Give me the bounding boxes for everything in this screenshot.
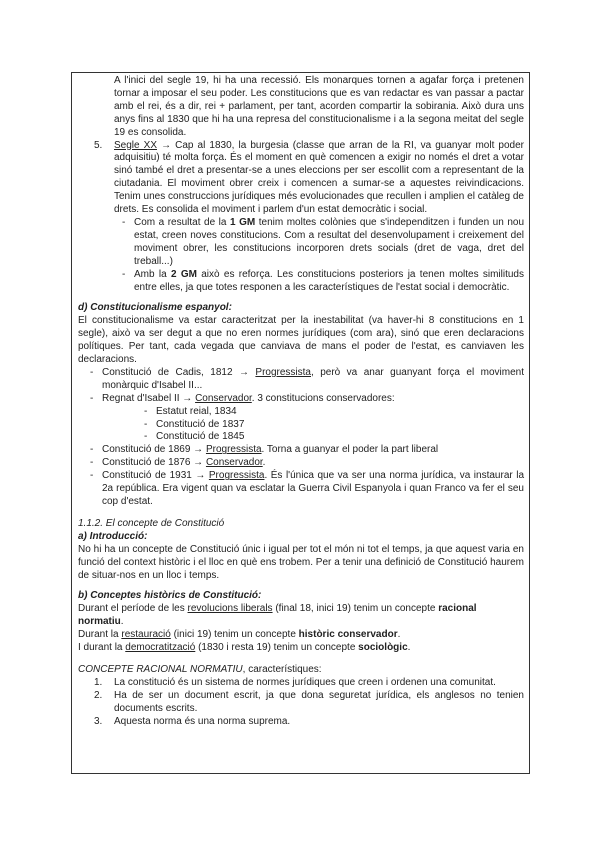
spain-item-1869: - Constitució de 1869 → Progressista. Torna a guanyar el poder la part liberal (90, 444, 439, 456)
concept-line-3: I durant la democratització (1830 i resta 19) tenim un concepte sociològic. (78, 642, 411, 654)
spain-item-1876: - Constitució de 1876 → Conservador. (90, 457, 266, 469)
historic-concepts-title: b) Conceptes històrics de Constitució: (78, 590, 262, 602)
concept-line-2: Durant la restauració (inici 19) tenim un concepte històric conservador. (78, 629, 401, 641)
item5-text: → Cap al 1830, la burgesia (classe que arran de la RI, va guanyar molt poder adquisitiu) té molta força. És el moment en què comencen a exigir no només el dret a votar sinó també el dret a presentar-se a unes eleccions per ser escollit com a representant de la ciutadania. El moviment obrer creix i comencen a sumar-se a aquestes reivindicacions. Tenim unes construccions jurídiques més evolucionades que recullen i amplien el catàleg de drets. Es consolida el moviment i parlem d'un estat democràtic i social. (114, 139, 524, 216)
bold-1gm: 1 GM (230, 216, 256, 228)
section-d-title: d) Constitucionalisme espanyol: (78, 302, 232, 314)
concept-line-1: Durant el període de les revolucions liberals (final 18, inici 19) tenim un concepte racional normatiu. (78, 603, 477, 628)
crn-heading: CONCEPTE RACIONAL NORMATIU, característiques: (78, 663, 322, 675)
label-conservador: Conservador (205, 457, 263, 469)
term-segle-xx: Segle XX (114, 139, 157, 151)
sub-item-2gm: - Amb la 2 GM això es reforça. Les constitucions posteriors ja tenen moltes similituds entre elles, ja que totes responen a les característiques de l'estat social i democràtic. (114, 269, 524, 295)
label-conservador: Conservador (195, 392, 252, 404)
spain-item-1931: - Constitució de 1931 → Progressista. És l'única que va ser una norma jurídica, va instaurar la 2a república. Era vigent quan va esclatar la Guerra Civil Espanyola i quan Franco va fer el seu cop d'estat. (90, 470, 525, 507)
label-progressista: Progressista (208, 470, 265, 482)
isabel-sub-1837: - Constitució de 1837 (144, 418, 245, 430)
list-number: 5. (94, 139, 103, 151)
intro-title: a) Introducció: (78, 530, 148, 542)
spain-item-isabel: - Regnat d'Isabel II → Conservador. 3 constitucions conservadores: (90, 392, 395, 404)
intro-paragraph: A l'inici del segle 19, hi ha una recessió. Els monarques tornen a agafar força i pretenen tornar a imposar el seu poder. Les constitucions que es van redactar es van passar a pactar amb el rei, és a dir, rei + parlament, per tant, acorden compartir la sobirania. Això dura uns anys fins al 1830 que hi ha una represa del constitucionalisme i a la segona meitat del segle 19 es consolida. (114, 75, 524, 138)
label-progressista: Progressista (255, 366, 311, 378)
crn-item-1: 1. La constitució és un sistema de normes jurídiques que creen i ordenen una comunitat. (94, 676, 496, 688)
isabel-sub-1845: - Constitució de 1845 (144, 431, 245, 443)
section-d-paragraph: El constitucionalisme va estar caracteritzat per la inestabilitat (va haver-hi 8 constitucions en 1 segle), això va ser degut a que no eren normes jurídiques (com ara), sinó que eren declaracions polítiques. Per tant, cada vegada que canviava de mans el poder de l'estat, es canviaven les declaracions. (78, 315, 524, 366)
crn-item-3: 3. Aquesta norma és una norma suprema. (94, 715, 291, 727)
isabel-sub-1834: - Estatut reial, 1834 (144, 405, 237, 417)
list-item-5 (78, 140, 524, 217)
label-progressista: Progressista (205, 444, 262, 456)
sub-item-1gm: - Com a resultat de la 1 GM tenim moltes colònies que s'independitzen i funden un nou estat, creen noves constitucions. Com a resultat del desenvolupament i creixement del moviment obrer, les constitucions incorporen drets socials (dret de vaga, dret del treball...) (114, 217, 524, 269)
intro-paragraph-concept: No hi ha un concepte de Constitució únic i igual per tot el món ni tot el temps, ja que aquest varia en funció del context històric i el lloc en què ens trobem. Per a tenir una definició de Constitució haurem de situar-nos en un lloc i temps. (78, 543, 524, 581)
bold-2gm: 2 GM (170, 268, 197, 280)
spain-item-cadis: - Constitució de Cadis, 1812 → Progressista, però va anar guanyant força el moviment monàrquic d'Isabel II... (90, 366, 524, 391)
section-112-heading: 1.1.2. El concepte de Constitució (78, 517, 225, 529)
crn-item-2: 2. Ha de ser un document escrit, ja que dona seguretat jurídica, els anglesos no tenien documents escrits. (94, 689, 524, 714)
dash-bullet: - (122, 268, 126, 280)
dash-bullet: - (122, 216, 126, 228)
document-body (78, 75, 524, 729)
